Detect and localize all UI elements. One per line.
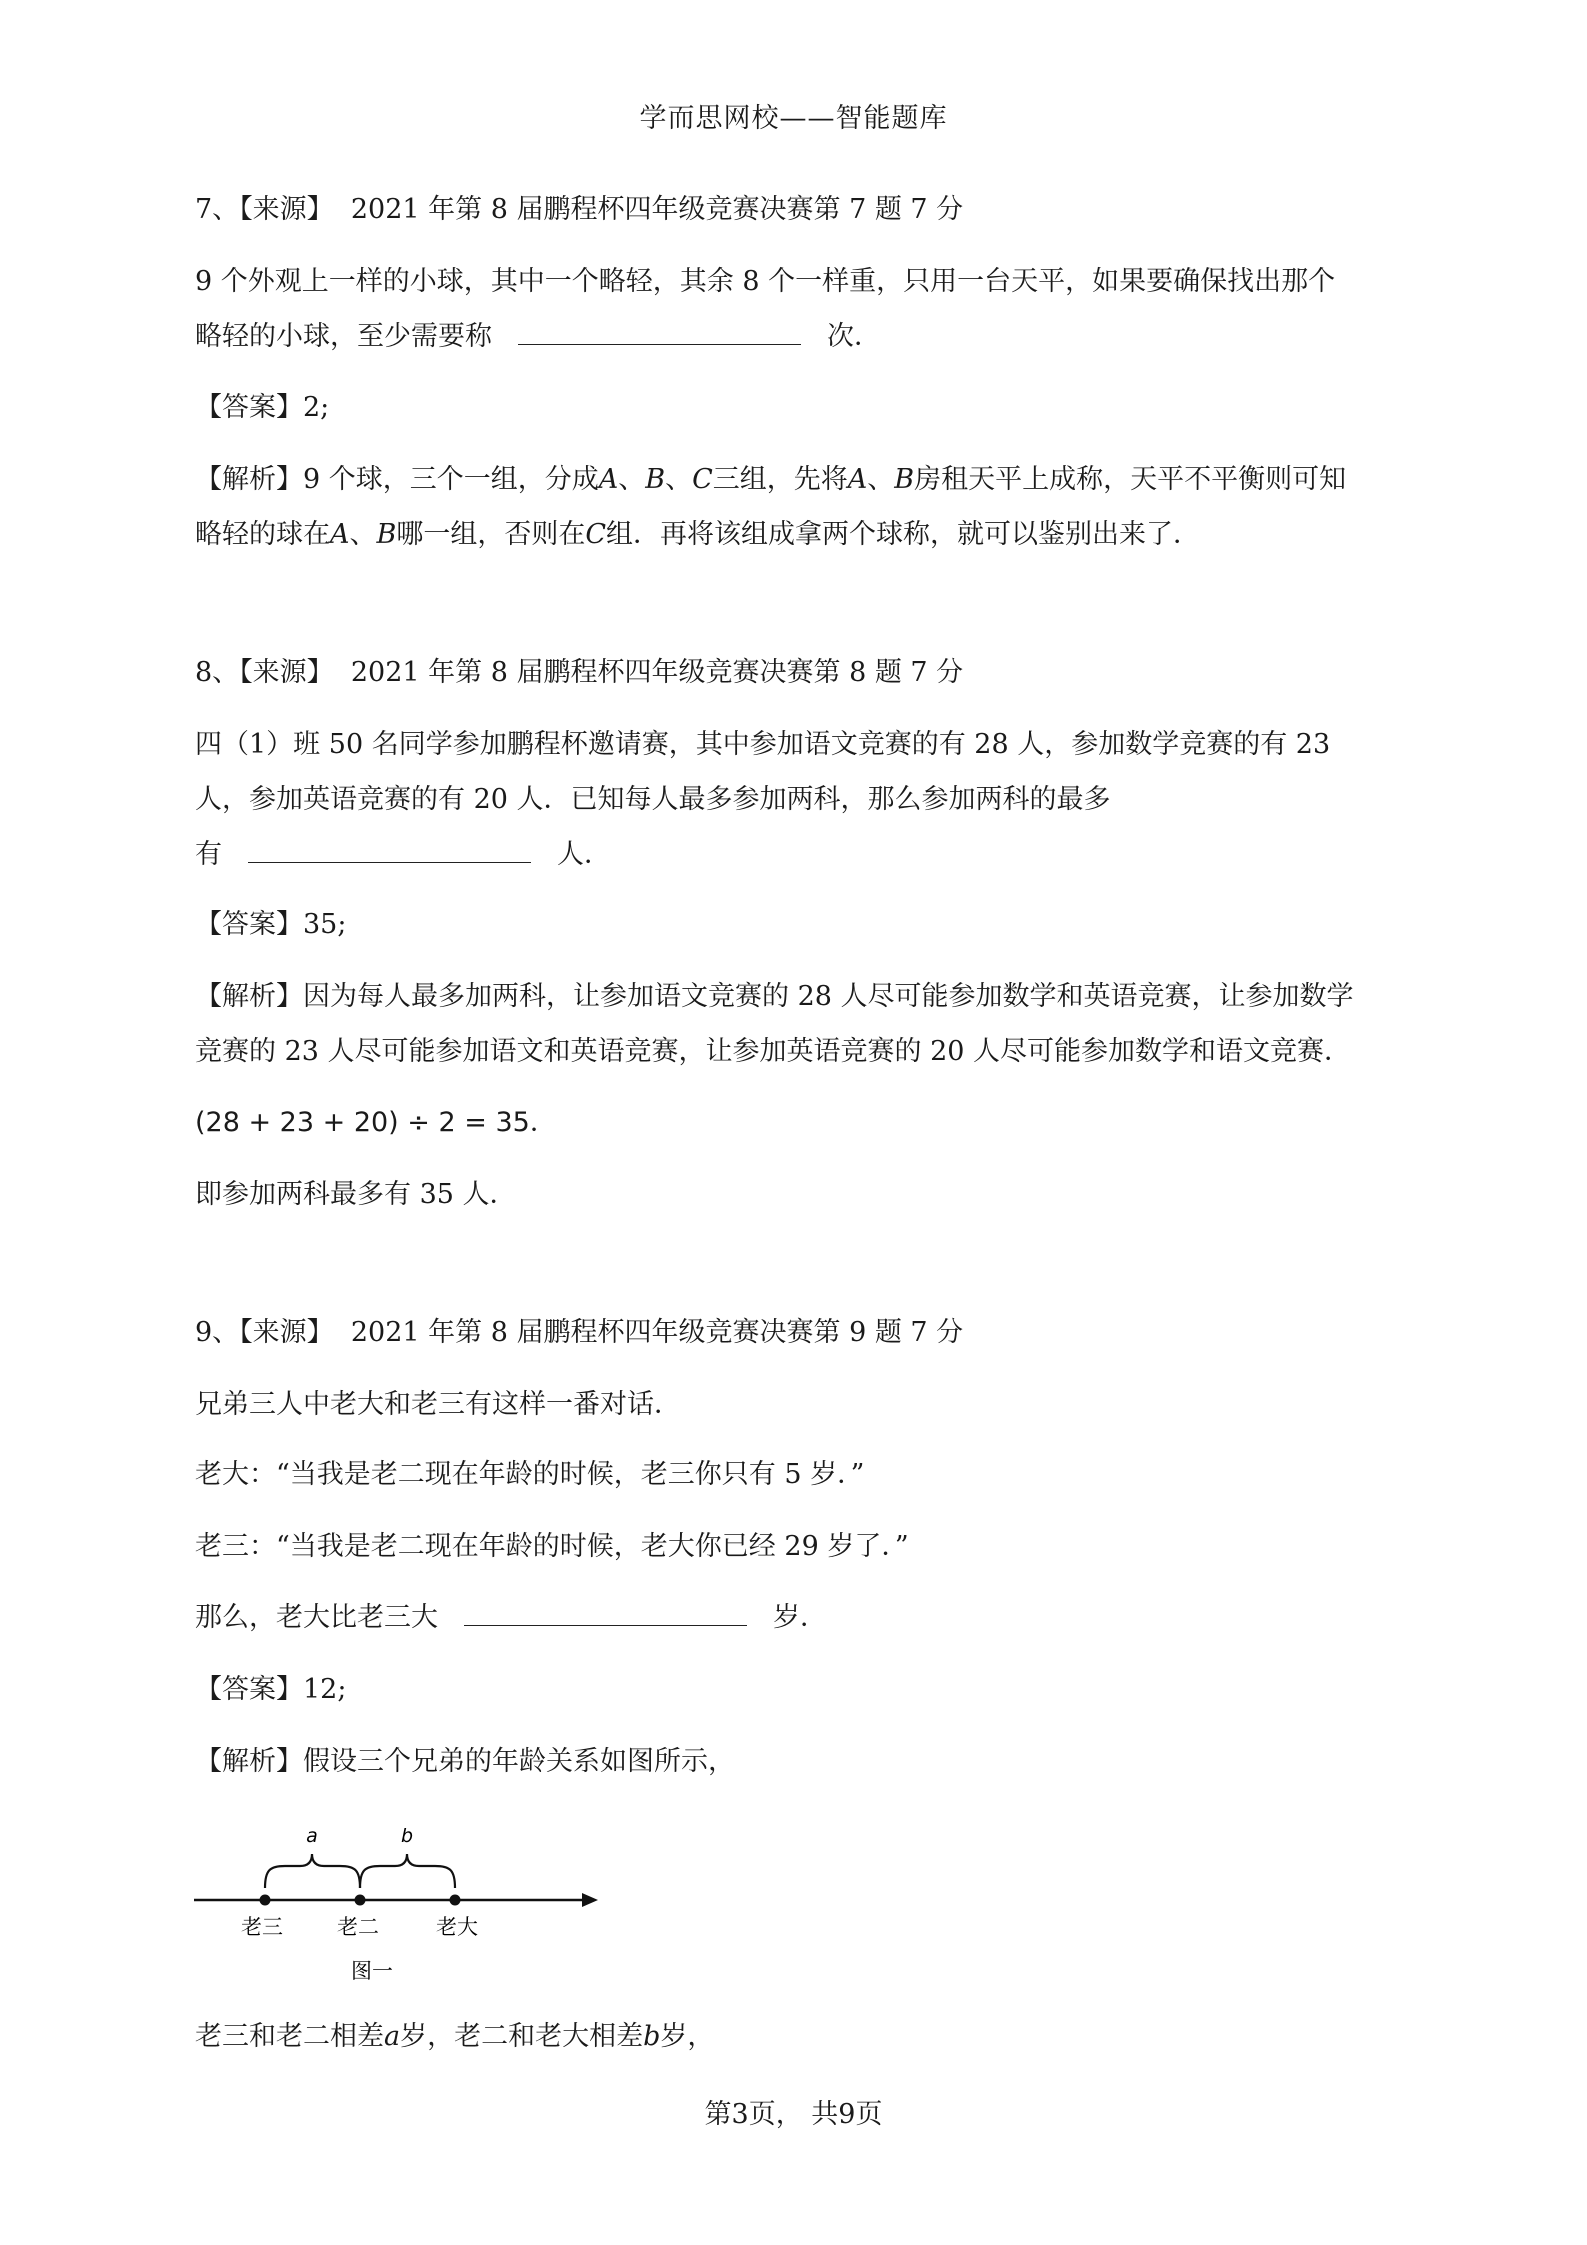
point-laosan <box>260 1895 271 1906</box>
q9-number: 9、 <box>195 1317 240 1348</box>
q9-source-tag: 【来源】 <box>239 1317 334 1348</box>
brace-b <box>360 1854 455 1888</box>
point-label-laoda: 老大 <box>436 1915 478 1939</box>
arrow-head-icon <box>582 1893 598 1907</box>
q8-conclusion: 即参加两科最多有 35 人． <box>195 1179 517 1210</box>
q8-analysis-line2: 竞赛的 23 人尽可能参加语文和英语竞赛，让参加英语竞赛的 20 人尽可能参加数学和语文竞赛． <box>195 1036 1352 1067</box>
q9-stem-line2: 老大：“当我是老二现在年龄的时候，老三你只有 5 岁．” <box>195 1459 865 1490</box>
q7-source-text: 2021 年第 8 届鹏程杯四年级竞赛决赛第 7 题 7 分 <box>350 194 964 225</box>
q9-stem-line3: 老三：“当我是老二现在年龄的时候，老大你已经 29 岁了．” <box>195 1531 909 1562</box>
q8-number: 8、 <box>195 657 240 688</box>
q8-formula: (28 + 23 + 20) ÷ 2 = 35． <box>195 1107 557 1138</box>
q8-source-tag: 【来源】 <box>239 657 334 688</box>
q9-stem-line1: 兄弟三人中老大和老三有这样一番对话． <box>195 1389 681 1420</box>
q8-stem-line1: 四（1）班 50 名同学参加鹏程杯邀请赛，其中参加语文竞赛的有 28 人，参加数学竞赛的有 23 <box>195 729 1331 760</box>
q7-source-tag: 【来源】 <box>239 194 334 225</box>
point-label-laoer: 老二 <box>337 1915 379 1939</box>
q8-source-text: 2021 年第 8 届鹏程杯四年级竞赛决赛第 8 题 7 分 <box>350 657 964 688</box>
q8-stem-line3: 有 人． <box>195 835 611 875</box>
q8-source-line <box>195 653 963 693</box>
diagram-caption: 图一 <box>351 1959 393 1983</box>
q7-answer: 【答案】2; <box>195 392 330 423</box>
q7-analysis-line2: 略轻的球在𝐴、𝐵哪一组，否则在𝐶组．再将该组成拿两个球称，就可以鉴别出来了． <box>195 519 1200 550</box>
q9-answer: 【答案】12; <box>195 1674 347 1705</box>
q7-answer-blank[interactable] <box>518 318 801 345</box>
label-a: a <box>306 1825 318 1847</box>
page-header: 学而思网校——智能题库 <box>639 103 948 134</box>
point-laoda <box>450 1895 461 1906</box>
point-laoer <box>355 1895 366 1906</box>
brace-a <box>265 1854 360 1888</box>
q7-analysis-line1: 【解析】9 个球，三个一组，分成𝐴、𝐵、𝐶三组，先将𝐴、𝐵房租天平上成称，天平不平衡则可知 <box>195 464 1347 495</box>
label-b: b <box>400 1825 414 1847</box>
age-number-line-diagram <box>190 1820 610 1990</box>
q9-stem-line4: 那么，老大比老三大 岁． <box>195 1598 827 1638</box>
q9-source-text: 2021 年第 8 届鹏程杯四年级竞赛决赛第 9 题 7 分 <box>350 1317 964 1348</box>
q9-source-line <box>195 1313 963 1353</box>
q9-analysis-line2: 老三和老二相差𝑎岁，老二和老大相差𝑏岁， <box>195 2021 715 2052</box>
q7-source-line <box>195 190 963 230</box>
page-footer: 第3页， 共9页 <box>704 2099 883 2130</box>
point-label-laosan: 老三 <box>241 1915 283 1939</box>
q9-answer-blank[interactable] <box>464 1599 747 1626</box>
q8-answer: 【答案】35; <box>195 909 347 940</box>
q8-analysis-line1: 【解析】因为每人最多加两科，让参加语文竞赛的 28 人尽可能参加数学和英语竞赛，让参加数学 <box>195 981 1354 1012</box>
q7-stem-line2: 略轻的小球，至少需要称 次． <box>195 317 881 357</box>
q7-number: 7、 <box>195 194 240 225</box>
q7-stem-line1: 9 个外观上一样的小球，其中一个略轻，其余 8 个一样重，只用一台天平，如果要确保找出那个 <box>195 266 1336 297</box>
q8-answer-blank[interactable] <box>248 836 531 863</box>
q9-analysis-line1: 【解析】假设三个兄弟的年龄关系如图所示， <box>195 1746 735 1777</box>
q8-stem-line2: 人，参加英语竞赛的有 20 人．已知每人最多参加两科，那么参加两科的最多 <box>195 784 1111 815</box>
